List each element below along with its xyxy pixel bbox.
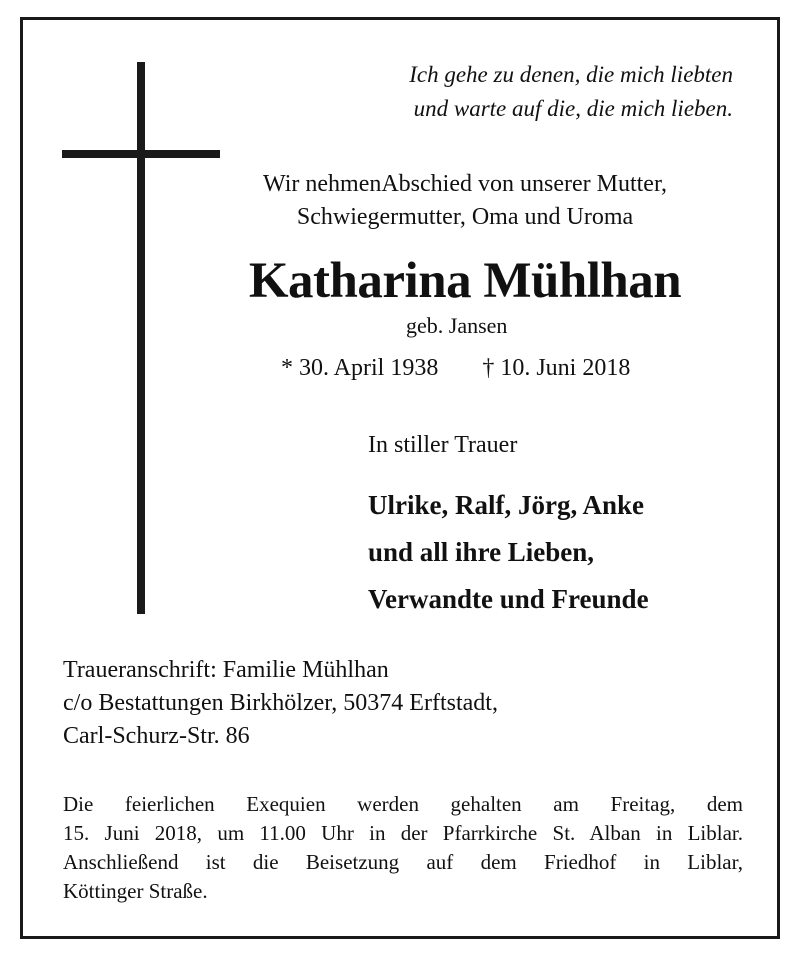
cross-vertical-bar — [137, 62, 145, 614]
cross-horizontal-bar — [62, 150, 220, 158]
birth-date: * 30. April 1938 — [281, 355, 439, 381]
maiden-name: geb. Jansen — [406, 313, 508, 338]
mourners-line: Verwandte und Freunde — [368, 584, 649, 614]
ceremony-line: 15. Juni 2018, um 11.00 Uhr in der Pfarrkirche St. Alban in Liblar. — [63, 821, 743, 845]
ceremony-line: Die feierlichen Exequien werden gehalten am Freitag, dem — [63, 792, 743, 816]
mourners-list — [368, 482, 649, 623]
mourning-address — [63, 654, 498, 753]
mourners-line: Ulrike, Ralf, Jörg, Anke — [368, 490, 644, 520]
ceremony-line: Anschließend ist die Beisetzung auf dem Friedhof in Liblar, — [63, 850, 743, 874]
mourning-label: In stiller Trauer — [368, 432, 518, 458]
ceremony-details — [63, 790, 743, 906]
death-date: † 10. Juni 2018 — [482, 355, 631, 381]
address-line: c/o Bestattungen Birkhölzer, 50374 Erftstadt, — [63, 690, 498, 716]
life-dates — [281, 353, 630, 383]
quote-line: Ich gehe zu denen, die mich liebten — [409, 62, 733, 87]
quote-line: und warte auf die, die mich lieben. — [413, 96, 733, 121]
announcement-intro — [173, 168, 757, 234]
intro-line: Wir nehmenAbschied von unserer Mutter, — [263, 171, 667, 197]
deceased-name: Katharina Mühlhan — [248, 253, 682, 309]
intro-line: Schwiegermutter, Oma und Uroma — [296, 204, 634, 230]
ceremony-line: Köttinger Straße. — [63, 879, 208, 903]
obituary-notice — [20, 17, 780, 939]
mourners-line: und all ihre Lieben, — [368, 537, 595, 567]
epitaph-quote — [409, 58, 733, 126]
address-line: Carl-Schurz-Str. 86 — [63, 723, 250, 749]
address-line: Traueranschrift: Familie Mühlhan — [63, 657, 389, 683]
